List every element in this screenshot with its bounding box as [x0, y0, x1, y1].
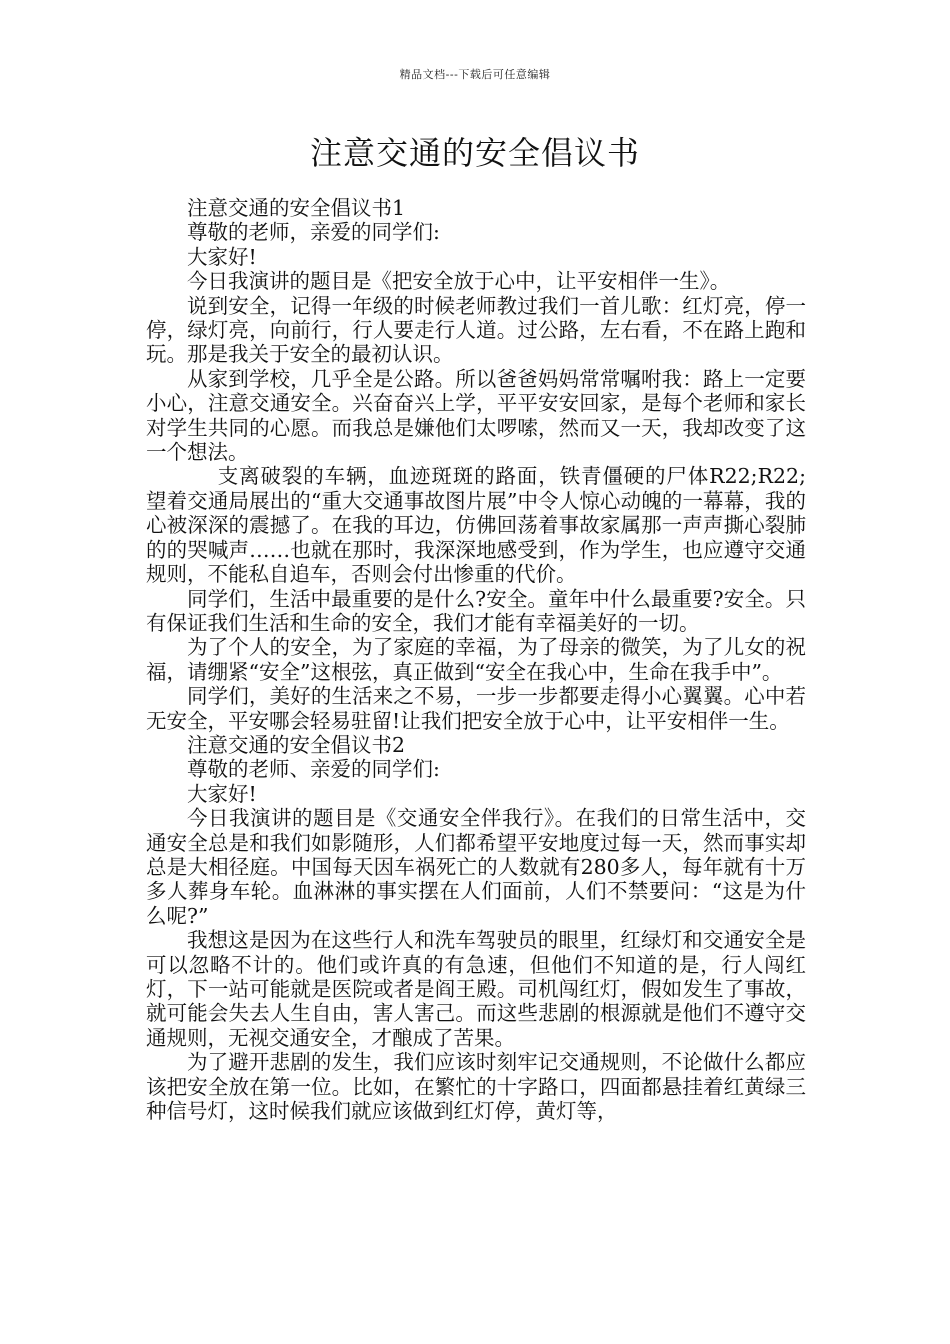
- document-body: [146, 196, 806, 1123]
- document-title: 注意交通的安全倡议书: [309, 134, 640, 172]
- paragraph: 为了避开悲剧的发生，我们应该时刻牢记交通规则，不论做什么都应该把安全放在第一位。比如，在繁忙的十字路口，四面都悬挂着红黄绿三种信号灯，这时候我们就应该做到红灯停，黄灯等，: [146, 1050, 806, 1124]
- paragraph: 我想这是因为在这些行人和洗车驾驶员的眼里，红绿灯和交通安全是可以忽略不计的。他们或许真的有急速，但他们不知道的是，行人闯红灯，下一站可能就是医院或者是阎王殿。司机闯红灯，假如发生了事故，就可能会失去人生自由，害人害己。而这些悲剧的根源就是他们不遵守交通规则，无视交通安全，才酿成了苦果。: [146, 928, 806, 1050]
- section-heading-2: 注意交通的安全倡议书2: [187, 732, 406, 757]
- paragraph: 说到安全，记得一年级的时候老师教过我们一首儿歌：红灯亮，停一停，绿灯亮，向前行，行人要走行人道。过公路，左右看，不在路上跑和玩。那是我关于安全的最初认识。: [146, 293, 806, 367]
- paragraph: 今日我演讲的题目是《交通安全伴我行》。在我们的日常生活中，交通安全总是和我们如影随形，人们都希望平安地度过每一天，然而事实却总是大相径庭。中国每天因车祸死亡的人数就有280多人，每年就有十万多人葬身车轮。血淋淋的事实摆在人们面前，人们不禁要问：“这是为什么呢?”: [146, 806, 806, 928]
- paragraph: 今日我演讲的题目是《把安全放于心中，让平安相伴一生》。: [187, 269, 731, 294]
- paragraph: 同学们，美好的生活来之不易，一步一步都要走得小心翼翼。心中若无安全，平安哪会轻易驻留!让我们把安全放于心中，让平安相伴一生。: [146, 684, 806, 733]
- salutation: 尊敬的老师，亲爱的同学们:: [187, 220, 440, 245]
- paragraph: 为了个人的安全，为了家庭的幸福，为了母亲的微笑，为了儿女的祝福，请绷紧“安全”这根弦，真正做到“安全在我心中，生命在我手中”。: [146, 635, 806, 684]
- page-header: 精品文档---下载后可任意编辑: [399, 68, 551, 81]
- paragraph: 同学们，生活中最重要的是什么?安全。童年中什么最重要?安全。只有保证我们生活和生命的安全，我们才能有幸福美好的一切。: [146, 586, 806, 635]
- salutation: 尊敬的老师、亲爱的同学们:: [187, 757, 440, 782]
- section-heading-1: 注意交通的安全倡议书1: [187, 196, 406, 220]
- paragraph: 从家到学校，几乎全是公路。所以爸爸妈妈常常嘱咐我：路上一定要小心，注意交通安全。兴奋奋兴上学，平平安安回家，是每个老师和家长对学生共同的心愿。而我总是嫌他们太啰嗦，然而又一天，我却改变了这一个想法。: [146, 366, 806, 465]
- greeting: 大家好!: [187, 781, 257, 806]
- greeting: 大家好!: [187, 244, 257, 269]
- paragraph: 支离破裂的车辆，血迹斑斑的路面，铁青僵硬的尸体R22;R22;望着交通局展出的“重大交通事故图片展”中令人惊心动魄的一幕幕，我的心被深深的震撼了。在我的耳边，仿佛回荡着事故家属那一声声撕心裂肺的的哭喊声……也就在那时，我深深地感受到，作为学生，也应遵守交通规则，不能私自追车，否则会付出惨重的代价。: [146, 464, 806, 587]
